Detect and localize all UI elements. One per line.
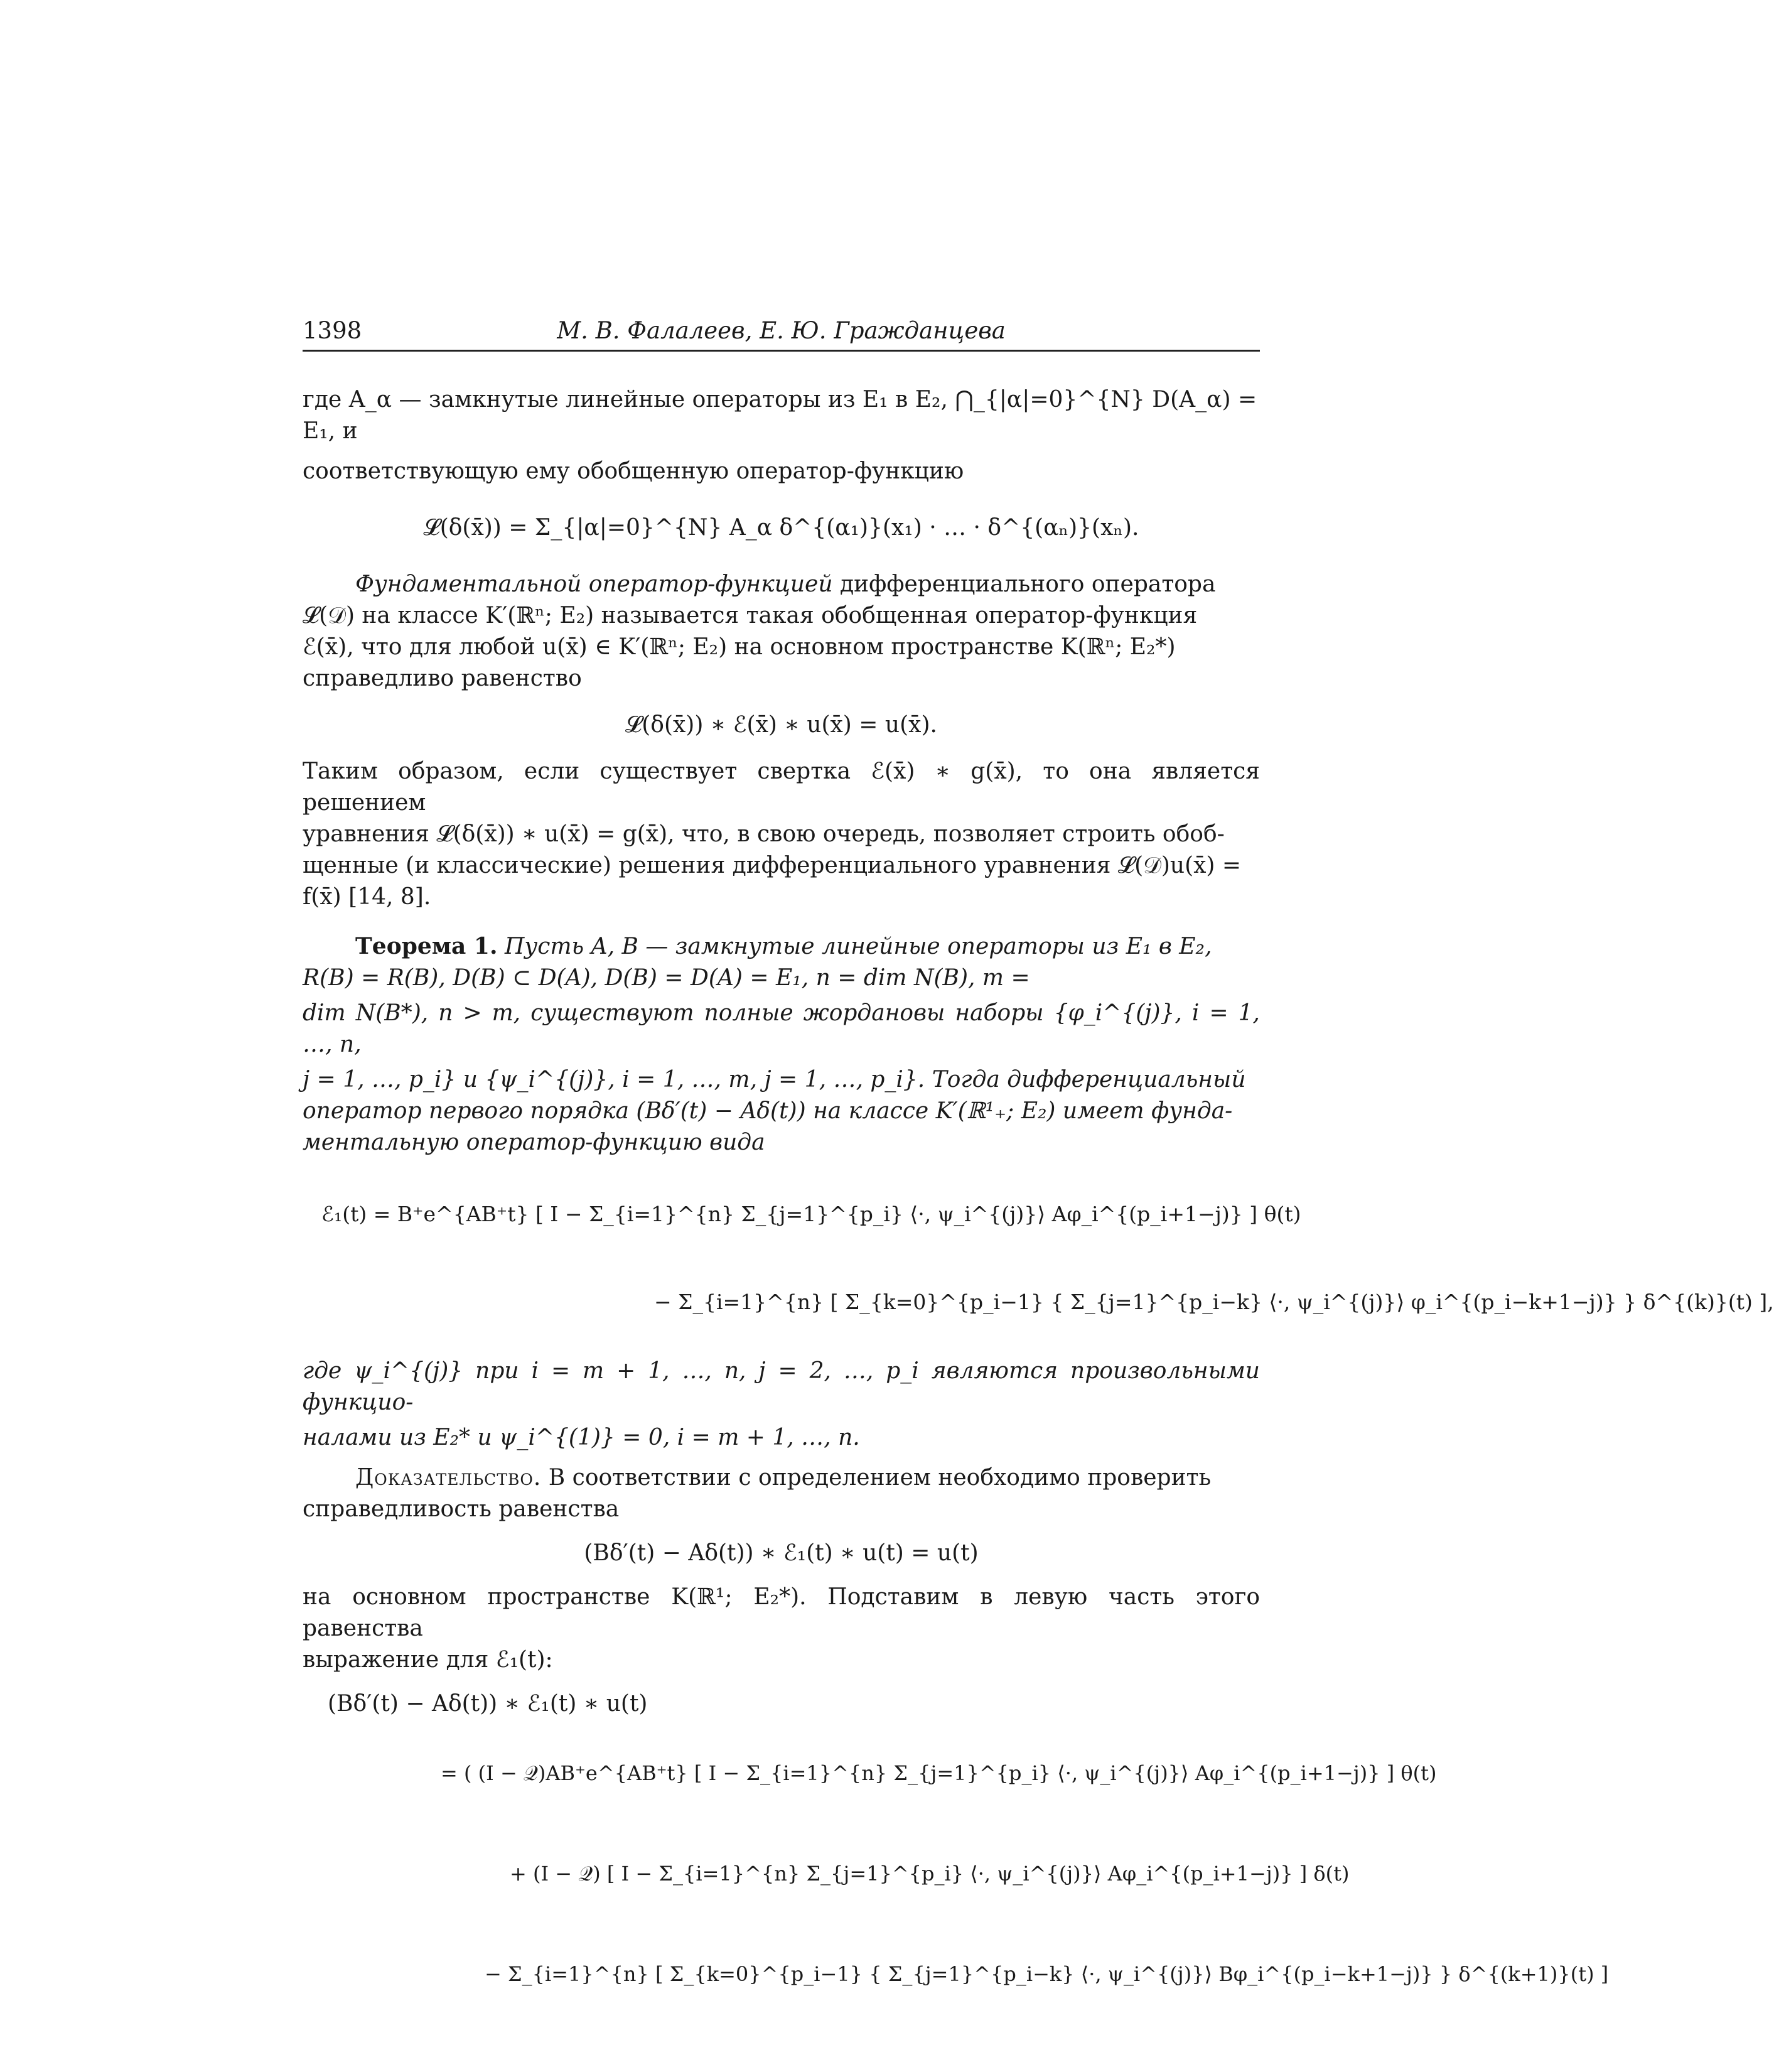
equation-expansion-line0: (Bδ′(t) − Aδ(t)) ∗ ℰ₁(t) ∗ u(t) [328, 1691, 648, 1717]
definition-line2: 𝓛(𝒟) на классе K′(ℝⁿ; E₂) называется такая обобщенная оператор-функция [303, 603, 1198, 629]
theorem-remark-1: где ψ_i^{(j)} при i = m + 1, …, n, j = 2, …, p_i являются произвольными функцио- [303, 1358, 1260, 1415]
paragraph-definition [303, 569, 1260, 600]
proof-line1 [303, 1462, 1260, 1494]
page-number: 1398 [303, 317, 362, 344]
equation-expansion-line1: = ( (I − 𝒬)AB⁺e^{AB⁺t} [ I − Σ_{i=1}^{n} Σ_{j=1}^{p_i} ⟨·, ψ_i^{(j)}⟩ Aφ_i^{(p_i+1−j)} ] θ(t) [441, 1761, 1437, 1785]
running-authors: М. В. Фалалеев, Е. Ю. Гражданцева [557, 317, 1006, 344]
paragraph-substitute-1: на основном пространстве K(ℝ¹; E₂*). Подставим в левую часть этого равенства [303, 1584, 1260, 1641]
definition-line4: справедливо равенство [303, 666, 582, 691]
theorem-title: Теорема 1. [355, 933, 498, 959]
equation-e1-line1: ℰ₁(t) = B⁺e^{AB⁺t} [ I − Σ_{i=1}^{n} Σ_{j=1}^{p_i} ⟨·, ψ_i^{(j)}⟩ Aφ_i^{(p_i+1−j)} ] θ(t) [321, 1202, 1301, 1226]
theorem-line3: dim N(B*), n > m, существуют полные жордановы наборы {φ_i^{(j)}, i = 1, …, n, [303, 1000, 1260, 1057]
definition-line3: ℰ(x̄), что для любой u(x̄) ∈ K′(ℝⁿ; E₂) на основном пространстве K(ℝⁿ; E₂*) [303, 634, 1176, 660]
running-header [303, 317, 1260, 352]
theorem-statement-1: Пусть A, B — замкнутые линейные операторы из E₁ в E₂, [504, 934, 1212, 959]
theorem-remark-2: налами из E₂* и ψ_i^{(1)} = 0, i = m + 1, …, n. [303, 1425, 860, 1450]
paragraph-substitute-2: выражение для ℰ₁(t): [303, 1647, 553, 1673]
equation-expansion-line3: − Σ_{i=1}^{n} [ Σ_{k=0}^{p_i−1} { Σ_{j=1}^{p_i−k} ⟨·, ψ_i^{(j)}⟩ Bφ_i^{(p_i−k+1−j)} } δ^{(k+1)}(t) ] [485, 1962, 1609, 1986]
definition-text: дифференциального оператора [832, 571, 1216, 597]
equation-expansion [303, 1688, 1609, 2040]
paragraph-convolution-1: Таким образом, если существует свертка ℰ(x̄) ∗ g(x̄), то она является решением [303, 758, 1260, 816]
equation-fundamental: 𝓛(δ(x̄)) ∗ ℰ(x̄) ∗ u(x̄) = u(x̄). [625, 712, 937, 738]
page-content [303, 317, 1774, 2040]
theorem-line1 [303, 931, 1260, 963]
paragraph-intro-cont: соответствующую ему обобщенную оператор-функцию [303, 458, 964, 484]
paragraph-convolution-2: уравнения 𝓛(δ(x̄)) ∗ u(x̄) = g(x̄), что, в свою очередь, позволяет строить обоб- [303, 821, 1225, 847]
equation-operator: 𝓛(δ(x̄)) = Σ_{|α|=0}^{N} A_α δ^{(α₁)}(x₁) · … · δ^{(αₙ)}(xₙ). [423, 515, 1139, 541]
equation-fundamental-solution [303, 1174, 1774, 1356]
paragraph-convolution-3: щенные (и классические) решения дифференциального уравнения 𝓛(𝒟)u(x̄) = [303, 853, 1242, 878]
theorem-line6: ментальную оператор-функцию вида [303, 1130, 765, 1155]
equation-verify: (Bδ′(t) − Aδ(t)) ∗ ℰ₁(t) ∗ u(t) = u(t) [584, 1540, 979, 1566]
equation-e1-line2: − Σ_{i=1}^{n} [ Σ_{k=0}^{p_i−1} { Σ_{j=1}^{p_i−k} ⟨·, ψ_i^{(j)}⟩ φ_i^{(p_i−k+1−j)} } δ^{(k)}(t) ], [654, 1290, 1774, 1314]
equation-expansion-line2: + (I − 𝒬) [ I − Σ_{i=1}^{n} Σ_{j=1}^{p_i} ⟨·, ψ_i^{(j)}⟩ Aφ_i^{(p_i+1−j)} ] δ(t) [510, 1862, 1350, 1886]
proof-text: В соответствии с определением необходимо проверить [541, 1465, 1212, 1491]
paragraph-convolution-4: f(x̄) [14, 8]. [303, 884, 431, 910]
paragraph-intro: где A_α — замкнутые линейные операторы из E₁ в E₂, ⋂_{|α|=0}^{N} D(A_α) = E₁, и [303, 387, 1257, 444]
theorem-line4: j = 1, …, p_i} и {ψ_i^{(j)}, i = 1, …, m, j = 1, …, p_i}. Тогда дифференциальный [303, 1067, 1246, 1093]
theorem-line5: оператор первого порядка (Bδ′(t) − Aδ(t)) на классе K′(ℝ¹₊; E₂) имеет фунда- [303, 1098, 1233, 1124]
proof-line2: справедливость равенства [303, 1496, 620, 1522]
definition-term: Фундаментальной оператор-функцией [355, 571, 833, 597]
proof-label: Доказательство. [355, 1465, 542, 1491]
theorem-line2: R(B) = R(B), D(B) ⊂ D(A), D(B) = D(A) = E₁, n = dim N(B), m = [303, 965, 1030, 991]
